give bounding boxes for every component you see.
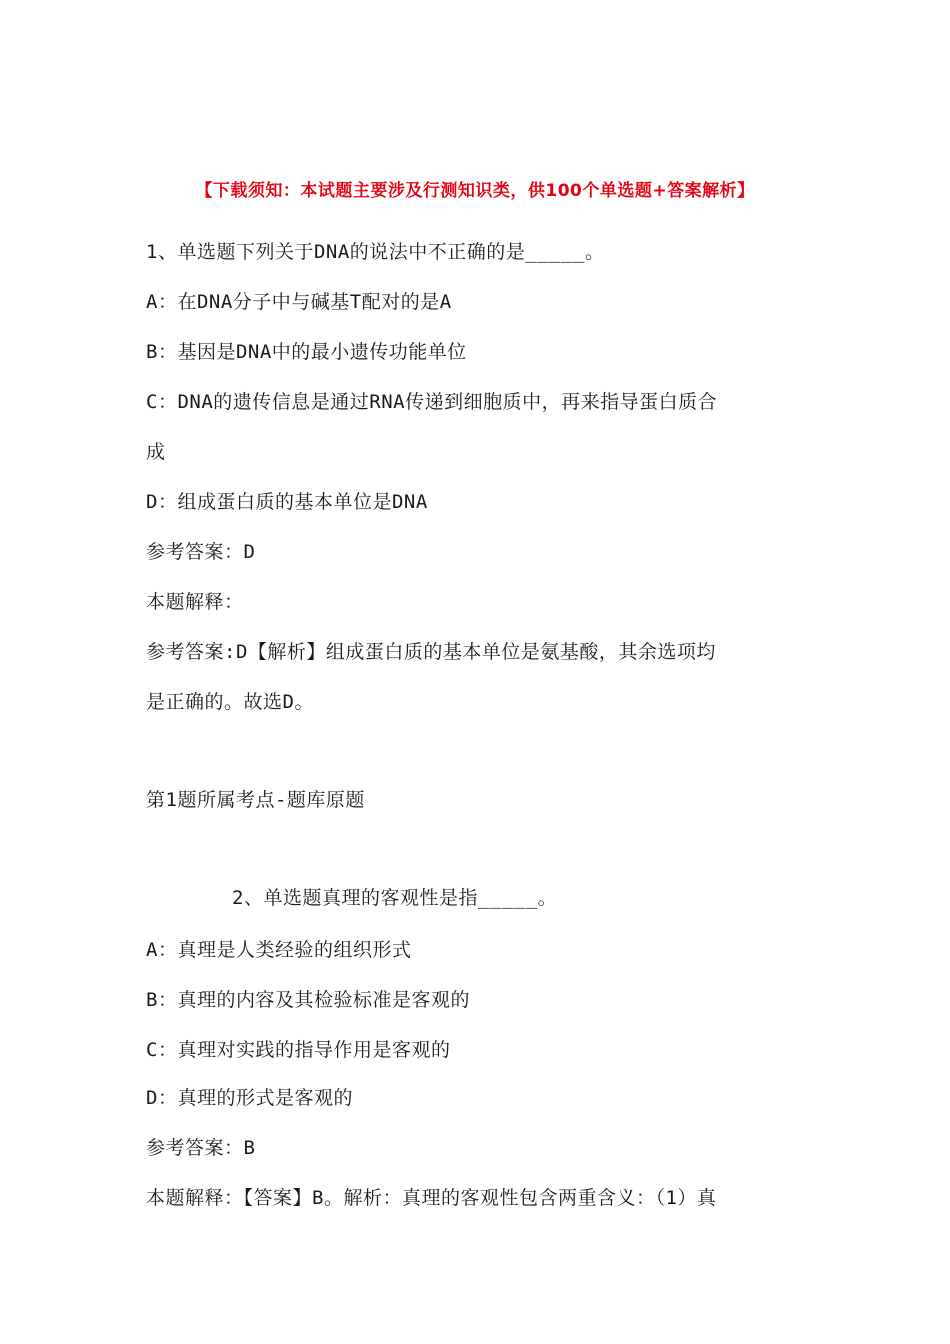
download-notice: 【下载须知：本试题主要涉及行测知识类，供100个单选题+答案解析】	[195, 181, 755, 201]
question-1-option-d: D：组成蛋白质的基本单位是DNA	[146, 491, 428, 513]
question-1-explanation: 参考答案:D【解析】组成蛋白质的基本单位是氨基酸，其余选项均	[146, 641, 716, 663]
question-1-explanation-label: 本题解释：	[146, 591, 244, 613]
question-1-text: 1、单选题下列关于DNA的说法中不正确的是_____。	[146, 241, 605, 263]
question-1-answer: 参考答案：D	[146, 541, 256, 563]
question-2-text: 2、单选题真理的客观性是指_____。	[232, 887, 558, 909]
question-1-option-c-continued: 成	[146, 441, 166, 463]
question-2-option-b: B：真理的内容及其检验标准是客观的	[146, 989, 470, 1011]
question-2-option-d: D：真理的形式是客观的	[146, 1087, 353, 1109]
question-1-topic: 第1题所属考点-题库原题	[146, 789, 365, 811]
question-1-option-a: A：在DNA分子中与碱基T配对的是A	[146, 291, 452, 313]
question-1-explanation-continued: 是正确的。故选D。	[146, 691, 314, 713]
question-2-explanation: 本题解释：【答案】B。解析：真理的客观性包含两重含义：（1）真	[146, 1187, 717, 1209]
question-1-option-c: C：DNA的遗传信息是通过RNA传递到细胞质中，再来指导蛋白质合	[146, 391, 718, 413]
question-1-option-b: B：基因是DNA中的最小遗传功能单位	[146, 341, 467, 363]
question-2-option-a: A：真理是人类经验的组织形式	[146, 939, 412, 961]
question-2-answer: 参考答案：B	[146, 1137, 256, 1159]
question-2-option-c: C：真理对实践的指导作用是客观的	[146, 1039, 451, 1061]
